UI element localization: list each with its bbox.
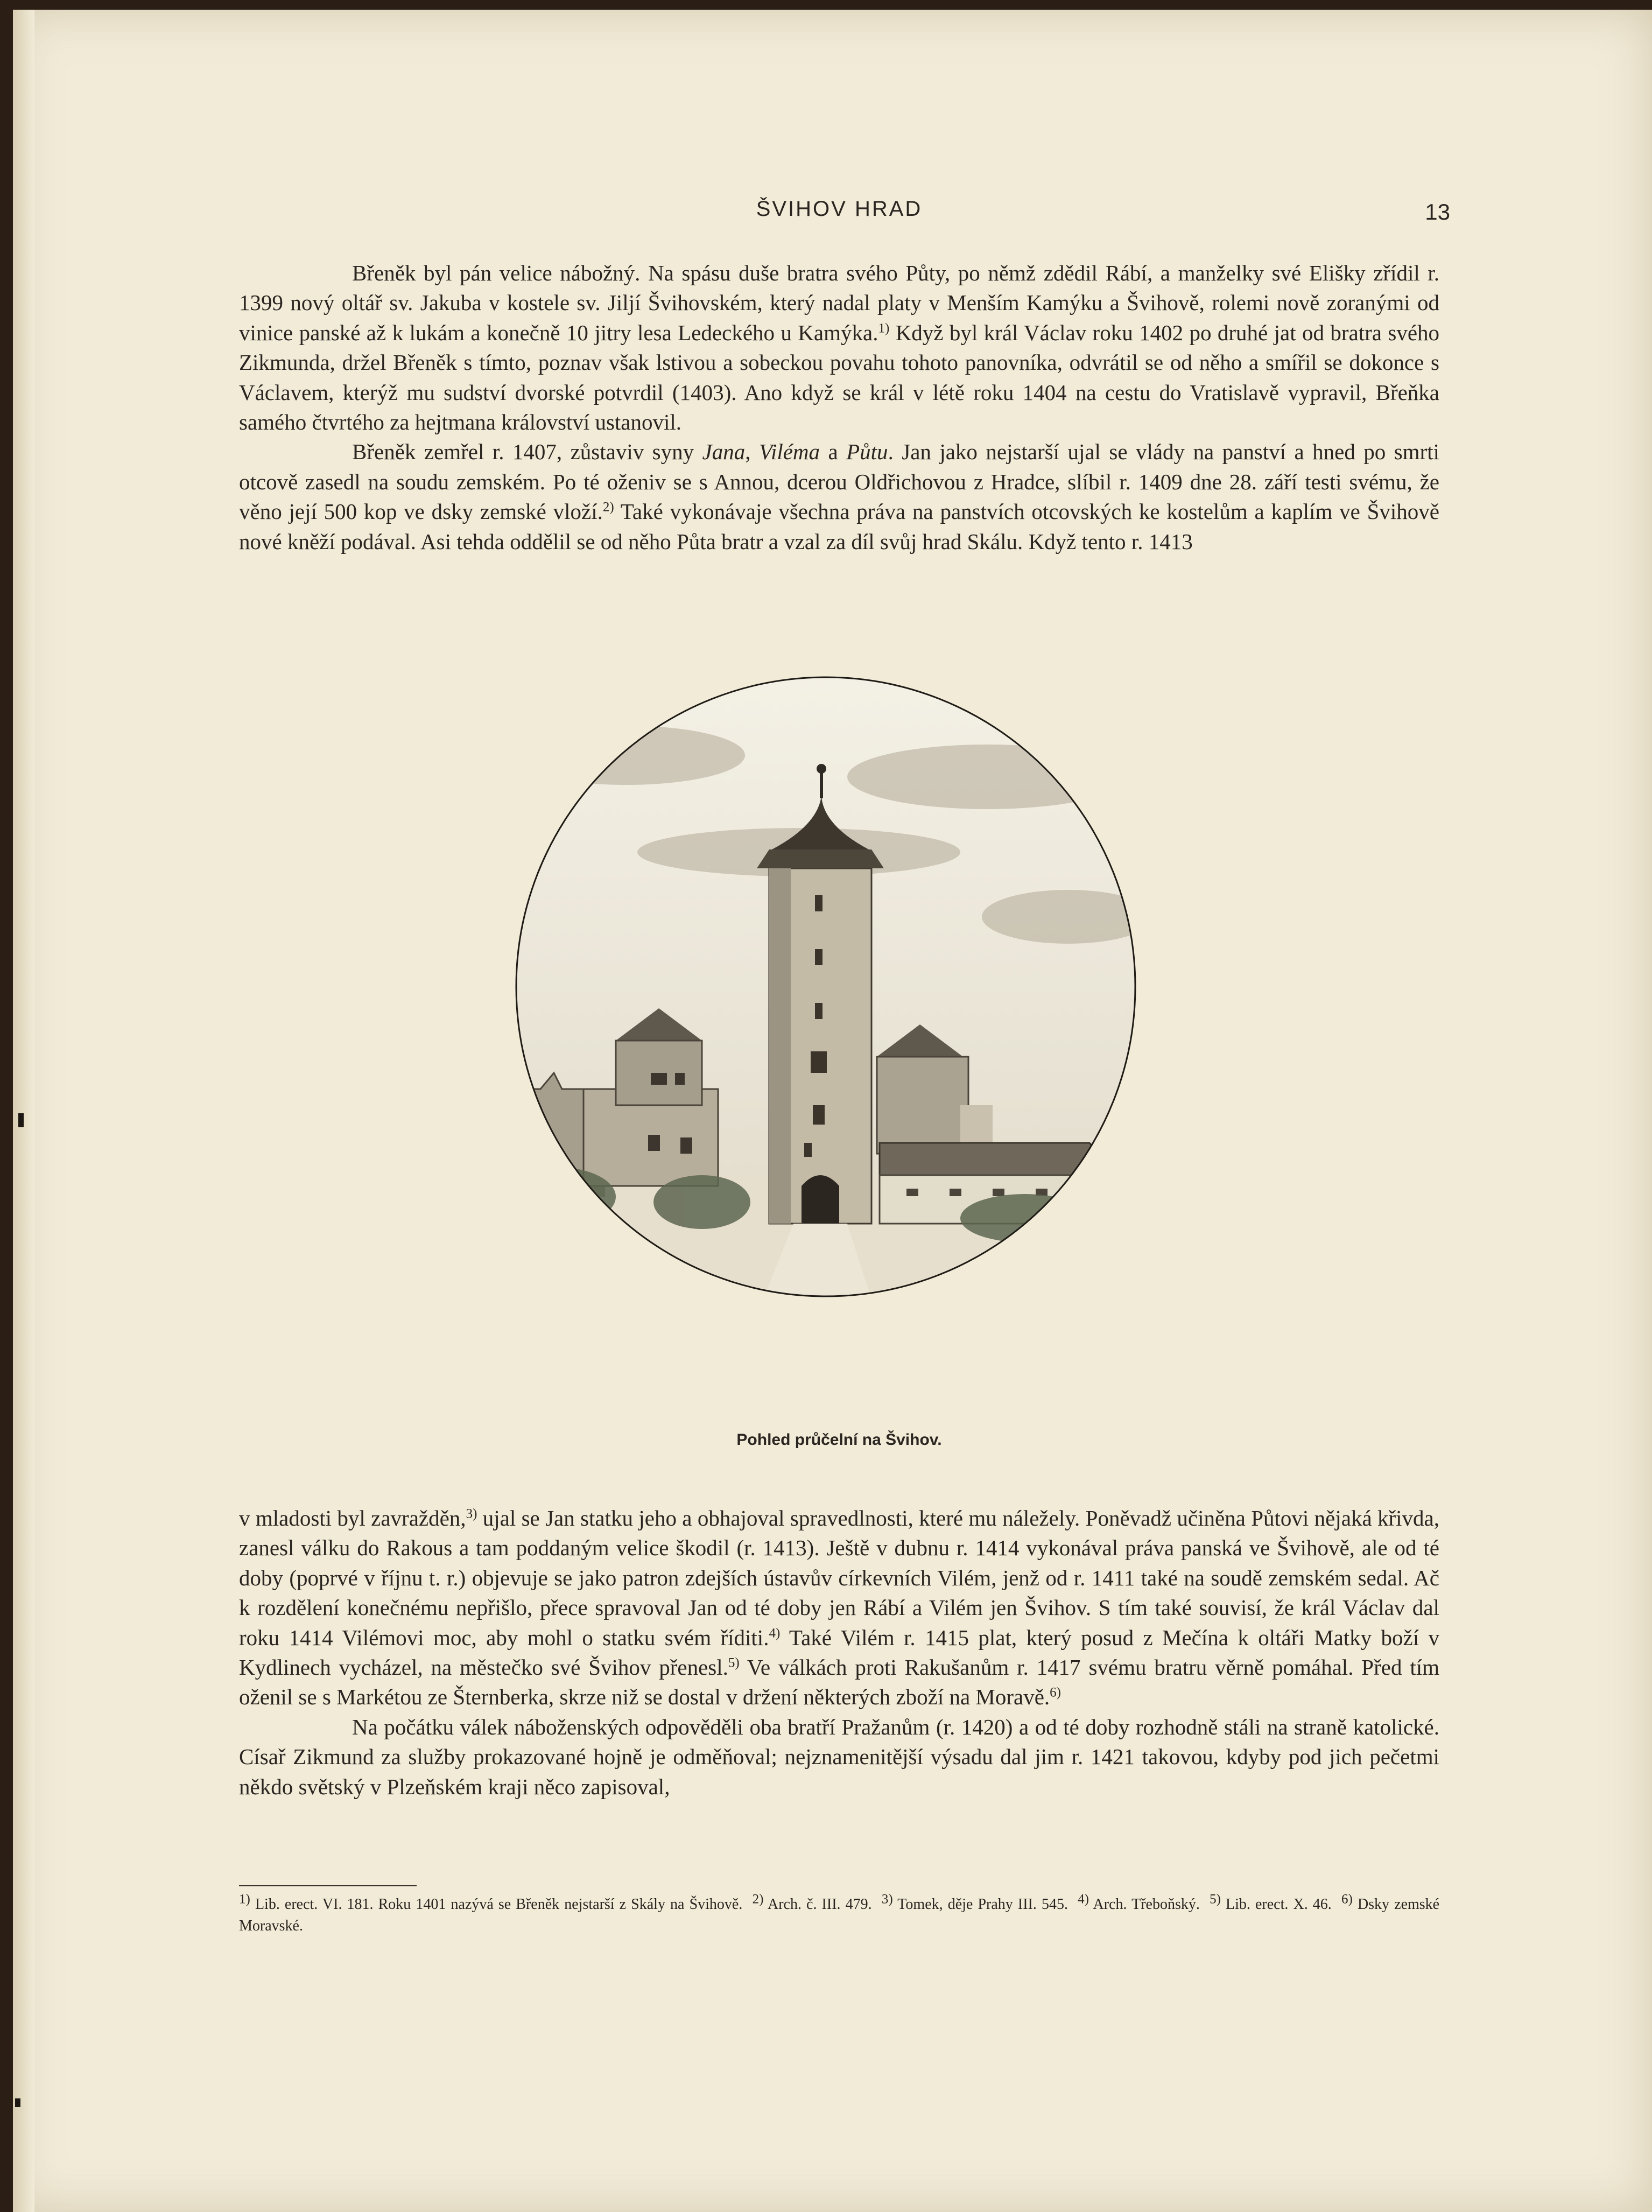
footnote: Lib. erect. VI. 181. Roku 1401 nazývá se Břeněk nejstarší z Skály na Švihově.: [255, 1896, 743, 1913]
body-text-bottom: [239, 1504, 1439, 1802]
footnote-ref: 5): [728, 1655, 740, 1670]
paragraph: Na počátku válek náboženských odpověděli oba bratří Pražanům (r. 1420) a od té doby rozhodně stáli na straně katolické. Císař Zikmund za služby prokazované hojně je odměňoval; nejznamenitější výsadu dal jim r. 1421 takovou, kdyby pod jich pečetmi někdo světský v Plzeňském kraji něco zapisoval,: [239, 1714, 1439, 1799]
running-title: ŠVIHOV HRAD: [756, 197, 923, 221]
footnote: Dsky zemské Moravské.: [239, 1896, 1440, 1934]
body-text-top: [239, 258, 1439, 557]
page-number: 13: [1425, 199, 1450, 224]
footnote: Arch. Třeboňský.: [1093, 1896, 1200, 1913]
footnote: Tomek, děje Prahy III. 545.: [897, 1896, 1068, 1913]
edge-mark: [15, 2098, 20, 2107]
footnotes: $^{1)}$ Lib. erect. VI. 181. Roku 1401 nazývá se Břeněk nejstarší z Skály na Švihově. $^{2)}$ Arch. č. III. 479. $^{3)}$ Tomek, děje Prahy III. 545. $^{4)}$ Arch. Třeboňský. $^{5)}$ Lib. erect. X. 46. $^{6)}$ Dsky zemské Moravské.: [239, 1892, 1440, 1934]
footnote-ref: 1): [878, 321, 890, 336]
footnote-ref: 6): [1050, 1685, 1061, 1700]
page-spine-shadow: [13, 10, 34, 2212]
castle-illustration: [422, 658, 1229, 1434]
paragraph: Břeněk byl pán velice nábožný. Na spásu duše bratra svého Půty, po němž zdědil Rábí, a manželky své Elišky zřídil r. 1399 nový oltář sv. Jakuba v kostele sv. Jiljí Švihovském, který nadal platy v Menším Kamýku a Švihově, rolemi nově zoranými od vinice panské až k lukám a konečně 10 jitry lesa Ledeckého u Kamýka.$^{1)}$ Když byl král Václav roku 1402 po druhé jat od bratra svého Zikmunda, držel Břeněk s tímto, poznav však lstivou a sobeckou povahu tohoto panovníka, odvrátil se od něho a smířil se dokonce s Václavem, kterýž mu sudství dvorské potvrdil (1403). Ano když se král v létě roku 1404 na cestu do Vratislavě vypravil, Břeňka samého čtvrtého za hejtmana království ustanovil.: [239, 261, 1440, 435]
footnote-rule: [239, 1885, 417, 1886]
footnote-ref: 4): [769, 1625, 781, 1640]
book-page: [13, 10, 1652, 2212]
illustration-caption: Pohled průčelní na Švihov.: [736, 1431, 942, 1449]
paragraph: Břeněk zemřel r. 1407, zůstaviv syny Jana, Viléma a Půtu. Jan jako nejstarší ujal se vlády na panství a hned po smrti otcově zasedl na soudu zemském. Po té oženiv se s Annou, dcerou Oldřichovou z Hradce, slíbil r. 1409 dne 28. září testi svému, že věno její 500 kop ve dsky zemské vloží.$^{2)}$ Také vykonávaje všechna práva na panstvích otcovských ke kostelům a kaplím ve Švihově nové kněží podával. Asi tehda oddělil se od něho Půta bratr a vzal za díl svůj hrad Skálu. Když tento r. 1413: [239, 439, 1439, 554]
footnote-ref: 3): [466, 1506, 477, 1521]
edge-mark: [18, 1113, 24, 1127]
footnote: Arch. č. III. 479.: [767, 1896, 872, 1913]
paragraph: v mladosti byl zavražděn,$^{3)}$ ujal se Jan statku jeho a obhajoval spravedlnosti, které mu náležely. Poněvadž učiněna Půtovi nějaká křivda, zanesl válku do Rakous a tam poddaným velice škodil (r. 1413). Ještě v dubnu r. 1414 vykonával práva panská ve Švihově, ale od té doby (poprvé v říjnu t. r.) objevuje se jako patron zdejších ústavův církevních Vilém, jenž od r. 1411 také na soudě zemském sedal. Ač k rozdělení konečnému nepřišlo, přece spravoval Jan od té doby jen Rábí a Vilém jen Švihov. S tím také souvisí, že král Václav dal roku 1414 Vilémovi moc, aby mohl o statku svém říditi.$^{4)}$ Také Vilém r. 1415 plat, který posud z Mečína k oltáři Matky boží v Kydlinech vycházel, na městečko své Švihov přenesl.$^{5)}$ Ve válkách proti Rakušanům r. 1417 svému bratru věrně pomáhal. Před tím oženil se s Markétou ze Šternberka, skrze niž se dostal v držení některých zboží na Moravě.$^{6)}$: [239, 1506, 1439, 1710]
footnote: Lib. erect. X. 46.: [1226, 1896, 1332, 1913]
footnote-ref: 2): [602, 500, 614, 515]
